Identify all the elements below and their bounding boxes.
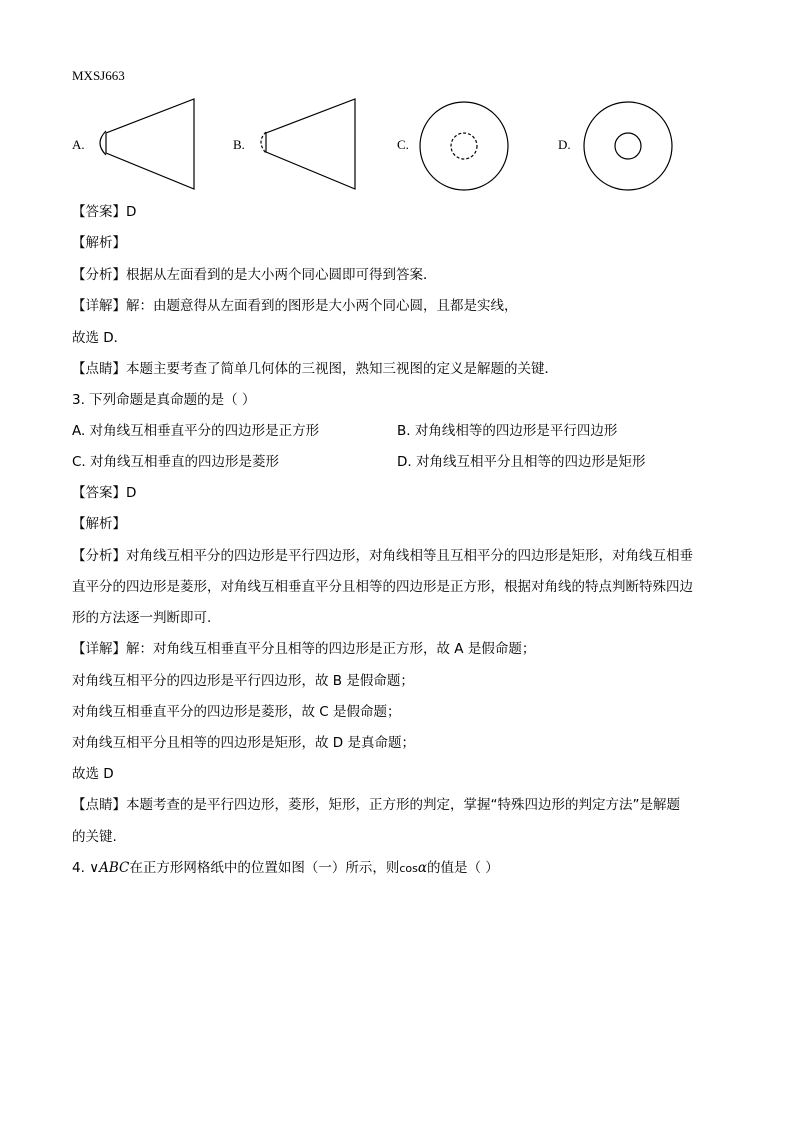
xiangjie-tag: 【详解】 — [72, 298, 126, 314]
alpha-symbol: α — [417, 860, 427, 876]
q3-option-d: D. 对角线互相平分且相等的四边形是矩形 — [397, 454, 646, 470]
q3-xiangjie-line-3: 对角线互相垂直平分的四边形是菱形，故 C 是假命题； — [72, 704, 401, 720]
q3-dianjing-line-2: 的关键. — [72, 829, 117, 845]
xiangjie-tag: 【详解】 — [72, 641, 126, 657]
q3-answer-line — [72, 483, 136, 503]
figure-label-d: D. — [558, 137, 571, 152]
q3-option-a: A. 对角线互相垂直平分的四边形是正方形 — [72, 423, 320, 439]
q4-stem — [72, 858, 499, 878]
q2-conclusion: 故选 D． — [72, 330, 128, 346]
dianjing-tag: 【点睛】 — [72, 797, 126, 813]
figure-label-c: C. — [397, 137, 409, 152]
q3-option-c: C. 对角线互相垂直的四边形是菱形 — [72, 454, 280, 470]
q3-xiangjie-line-2: 对角线互相平分的四边形是平行四边形，故 B 是假命题； — [72, 673, 414, 689]
fenxi-tag: 【分析】 — [72, 267, 126, 283]
q4-number: 4. — [72, 860, 85, 876]
q2-dianjing-line — [72, 359, 558, 379]
q3-dianjing-line-1 — [72, 795, 680, 815]
answer-value: D — [126, 485, 137, 501]
q3-analysis-tag: 【解析】 — [72, 516, 126, 532]
answer-tag: 【答案】 — [72, 204, 126, 220]
figure-c-concentric-dashed — [418, 100, 510, 192]
q2-xiangjie-line — [72, 296, 518, 316]
dianjing-text: 本题考查的是平行四边形，菱形，矩形，正方形的判定，掌握“特殊四边形的判定方法”是解题 — [126, 797, 680, 813]
q4-text-1: 在正方形网格纸中的位置如图（一）所示，则 — [129, 860, 400, 876]
figure-d-concentric-solid — [582, 100, 674, 192]
fenxi-tag: 【分析】 — [72, 548, 126, 564]
q4-text-2: 的值是（ ） — [426, 860, 499, 876]
triangle-abc: ∨ABC — [89, 860, 130, 876]
answer-value: D — [126, 204, 137, 220]
xiangjie-text: 解：对角线互相垂直平分且相等的四边形是正方形，故 A 是假命题； — [126, 641, 536, 657]
q2-answer-line — [72, 202, 136, 222]
answer-tag: 【答案】 — [72, 485, 126, 501]
fenxi-text: 对角线互相平分的四边形是平行四边形，对角线相等且互相平分的四边形是矩形，对角线互相垂 — [126, 548, 693, 564]
q3-fenxi-line-1 — [72, 546, 693, 566]
dianjing-text: 本题主要考查了简单几何体的三视图，熟知三视图的定义是解题的关键． — [126, 361, 558, 377]
q3-option-b: B. 对角线相等的四边形是平行四边形 — [397, 423, 618, 439]
figure-label-a: A. — [72, 137, 85, 152]
fenxi-text: 根据从左面看到的是大小两个同心圆即可得到答案． — [126, 267, 437, 283]
q2-fenxi-line — [72, 265, 437, 285]
q3-conclusion: 故选 D — [72, 766, 114, 782]
q3-fenxi-line-3: 形的方法逐一判断即可. — [72, 610, 212, 626]
q3-fenxi-line-2: 直平分的四边形是菱形，对角线互相垂直平分且相等的四边形是正方形，根据对角线的特点判断特殊四边 — [72, 579, 693, 595]
header-code: MXSJ663 — [72, 68, 125, 83]
figure-b-frustum-dashed — [252, 95, 362, 195]
dianjing-tag: 【点睛】 — [72, 361, 126, 377]
q3-stem: 3. 下列命题是真命题的是（ ） — [72, 392, 256, 408]
xiangjie-text: 解：由题意得从左面看到的图形是大小两个同心圆，且都是实线， — [126, 298, 518, 314]
q2-analysis-tag: 【解析】 — [72, 235, 126, 251]
q3-xiangjie-line-1 — [72, 639, 535, 659]
cos-function: cos — [399, 862, 418, 875]
figure-a-frustum-solid — [90, 95, 200, 195]
q3-xiangjie-line-4: 对角线互相平分且相等的四边形是矩形，故 D 是真命题； — [72, 735, 415, 751]
figure-label-b: B. — [233, 137, 245, 152]
